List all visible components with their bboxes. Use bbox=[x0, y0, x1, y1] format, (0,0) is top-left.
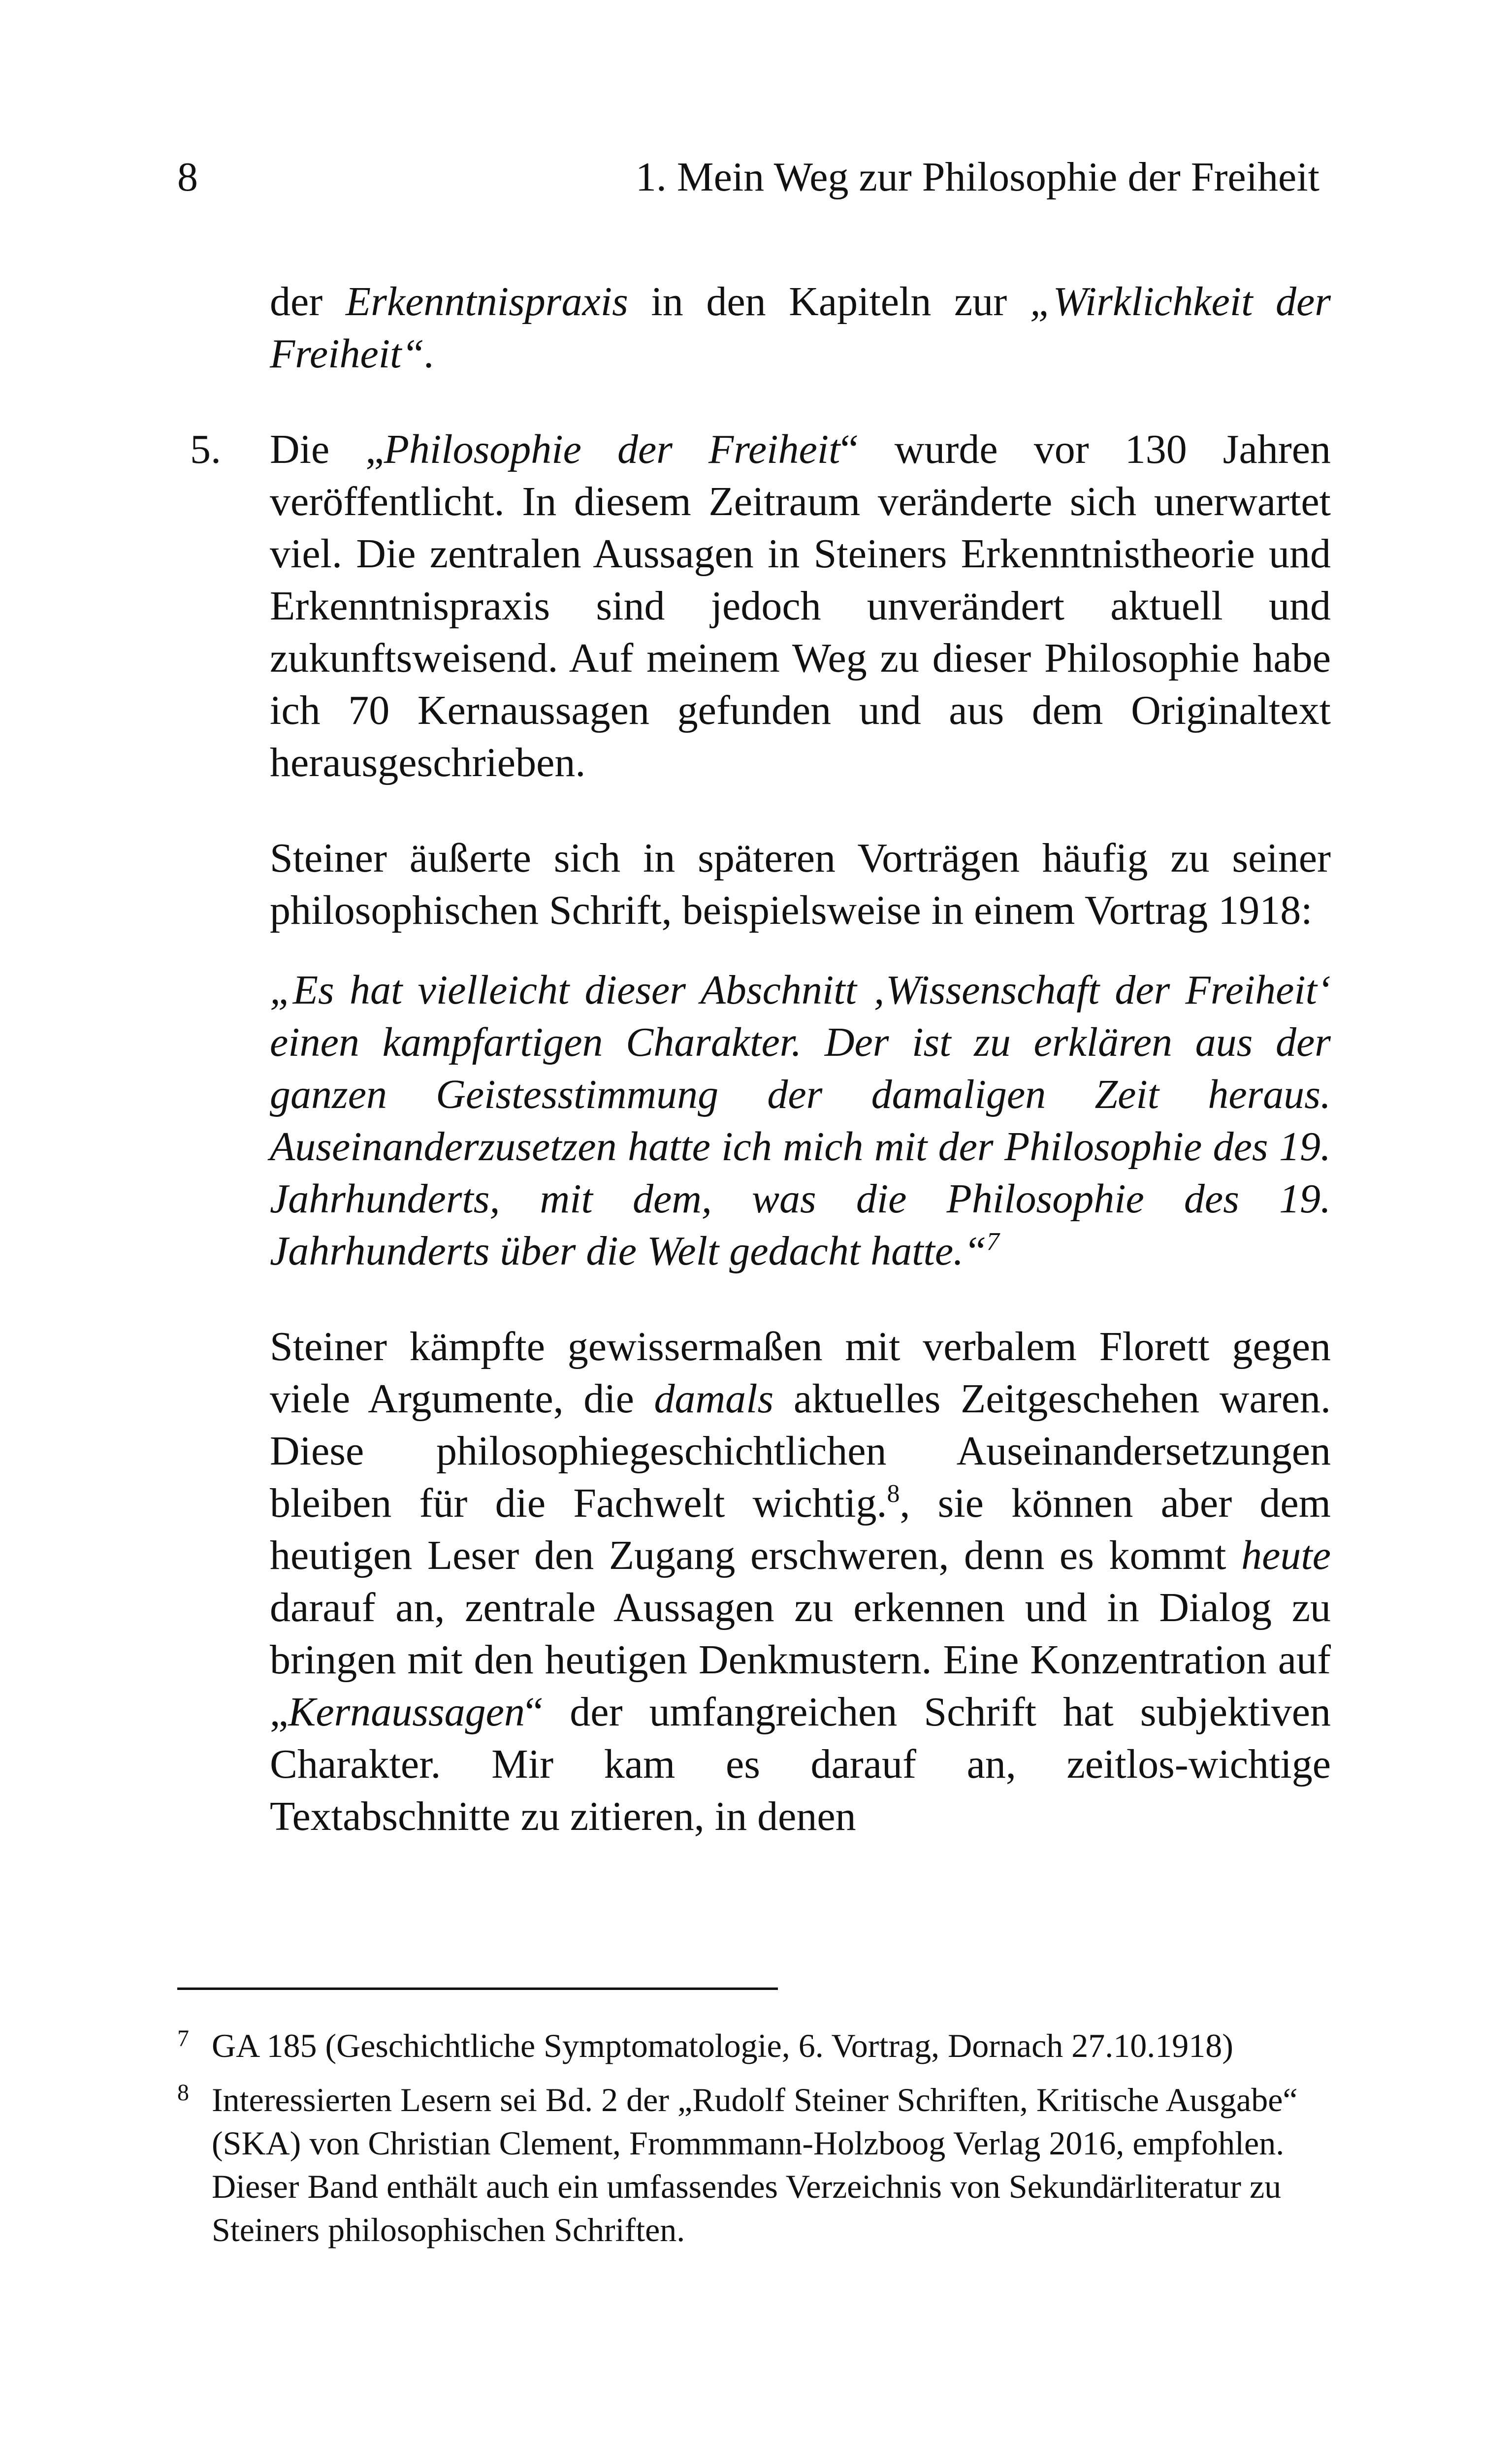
text-run: “ der umfangreichen Schrift hat subjektiven Charakter. Mir kam es darauf an, zeitlos-wichtige Textabschnitte zu zitieren, in denen bbox=[270, 1689, 1331, 1839]
footnote-text: GA 185 (Geschichtliche Symptomatologie, 6. Vortrag, Dornach 27.10.1918) bbox=[212, 2027, 1233, 2064]
footnote-divider bbox=[177, 1987, 778, 1990]
main-text bbox=[190, 276, 1331, 1843]
footnote-7 bbox=[177, 2024, 1310, 2067]
emphasis-damals: damals bbox=[654, 1376, 774, 1422]
text-run: Die „ bbox=[270, 426, 384, 472]
intro-paragraph: Steiner äußerte sich in späteren Vorträgen häufig zu seiner philosophischen Schrift, beispielsweise in einem Vortrag 1918: bbox=[270, 835, 1331, 933]
spacer bbox=[270, 789, 1331, 832]
main-paragraph bbox=[270, 1321, 1331, 1843]
footnote-number: 8 bbox=[177, 2080, 189, 2106]
emphasis-erkenntnispraxis: Erkenntnispraxis bbox=[345, 279, 628, 325]
text-run: aktuelles Zeitgeschehen waren. Diese philosophiegeschichtlichen Auseinandersetzungen bleiben für die Fachwelt wichtig. bbox=[270, 1376, 1331, 1526]
spacer bbox=[270, 1277, 1331, 1321]
quote-text: „Es hat vielleicht dieser Abschnitt ‚Wissenschaft der Freiheit‘ einen kampfartigen Charakter. Der ist zu erklären aus der ganzen Geistesstimmung der damaligen Zeit heraus. Auseinanderzusetzen hatte ich mich mit der Philosophie des 19. Jahrhunderts, mit dem, was die Philosophie des 19. Jahrhunderts über die Welt gedacht hatte.“ bbox=[270, 967, 1331, 1274]
emphasis-book-title: Philosophie der Freiheit bbox=[384, 426, 840, 472]
text-run: , sie können aber dem heutigen Leser den Zugang erschweren, denn es kommt bbox=[270, 1480, 1331, 1578]
footnote-ref-7[interactable]: 7 bbox=[986, 1228, 999, 1256]
list-item-5 bbox=[190, 423, 1331, 789]
list-item-text bbox=[270, 423, 1331, 789]
list-item-number: 5. bbox=[190, 426, 221, 472]
footnote-8 bbox=[177, 2078, 1310, 2251]
running-title: 1. Mein Weg zur Philosophie der Freiheit bbox=[635, 154, 1319, 200]
footnote-text: Interessierten Lesern sei Bd. 2 der „Rudolf Steiner Schriften, Kritische Ausgabe“ (SKA) von Christian Clement, Frommmann-Holzboog Verlag 2016, empfohlen. Dieser Band enthält auch ein umfassendes Verzeichnis von Sekundärliteratur zu Steiners philosophischen Schriften. bbox=[212, 2081, 1298, 2248]
footnote-number: 7 bbox=[177, 2025, 189, 2052]
page-number: 8 bbox=[177, 154, 198, 200]
text-run: der bbox=[270, 279, 346, 325]
footnotes bbox=[177, 2024, 1310, 2262]
spacer bbox=[270, 380, 1331, 423]
text-run: in den Kapiteln zur bbox=[628, 279, 1030, 325]
spacer bbox=[270, 937, 1331, 964]
page-header bbox=[177, 143, 1319, 212]
text-run: “ wurde vor 130 Jahren veröffentlicht. In diesem Zeitraum veränderte sich unerwartet viel. Die zentralen Aussagen in Steiners Erkenntnistheorie und Erkenntnispraxis sind jedoch unverändert aktuell und zukunftsweisend. Auf meinem Weg zu dieser Philosophie habe ich 70 Kernaussagen gefunden und aus dem Originaltext herausgeschrieben. bbox=[270, 426, 1331, 785]
text-run: Steiner kämpfte gewissermaßen mit verbalem Florett gegen viele Argumente, die bbox=[270, 1324, 1331, 1422]
footnote-ref-8[interactable]: 8 bbox=[887, 1480, 900, 1508]
block-quote bbox=[270, 964, 1331, 1277]
text-run: darauf an, zentrale Aussagen zu erkennen und in Dialog zu bringen mit den heutigen Denkmustern. Eine Konzentration auf „ bbox=[270, 1585, 1331, 1735]
emphasis-wirklichkeit: „Wirklichkeit der Freiheit“. bbox=[270, 279, 1331, 377]
continuation-paragraph bbox=[270, 276, 1331, 380]
emphasis-heute: heute bbox=[1241, 1532, 1331, 1578]
emphasis-kernaussagen: Kernaussagen bbox=[288, 1689, 525, 1735]
